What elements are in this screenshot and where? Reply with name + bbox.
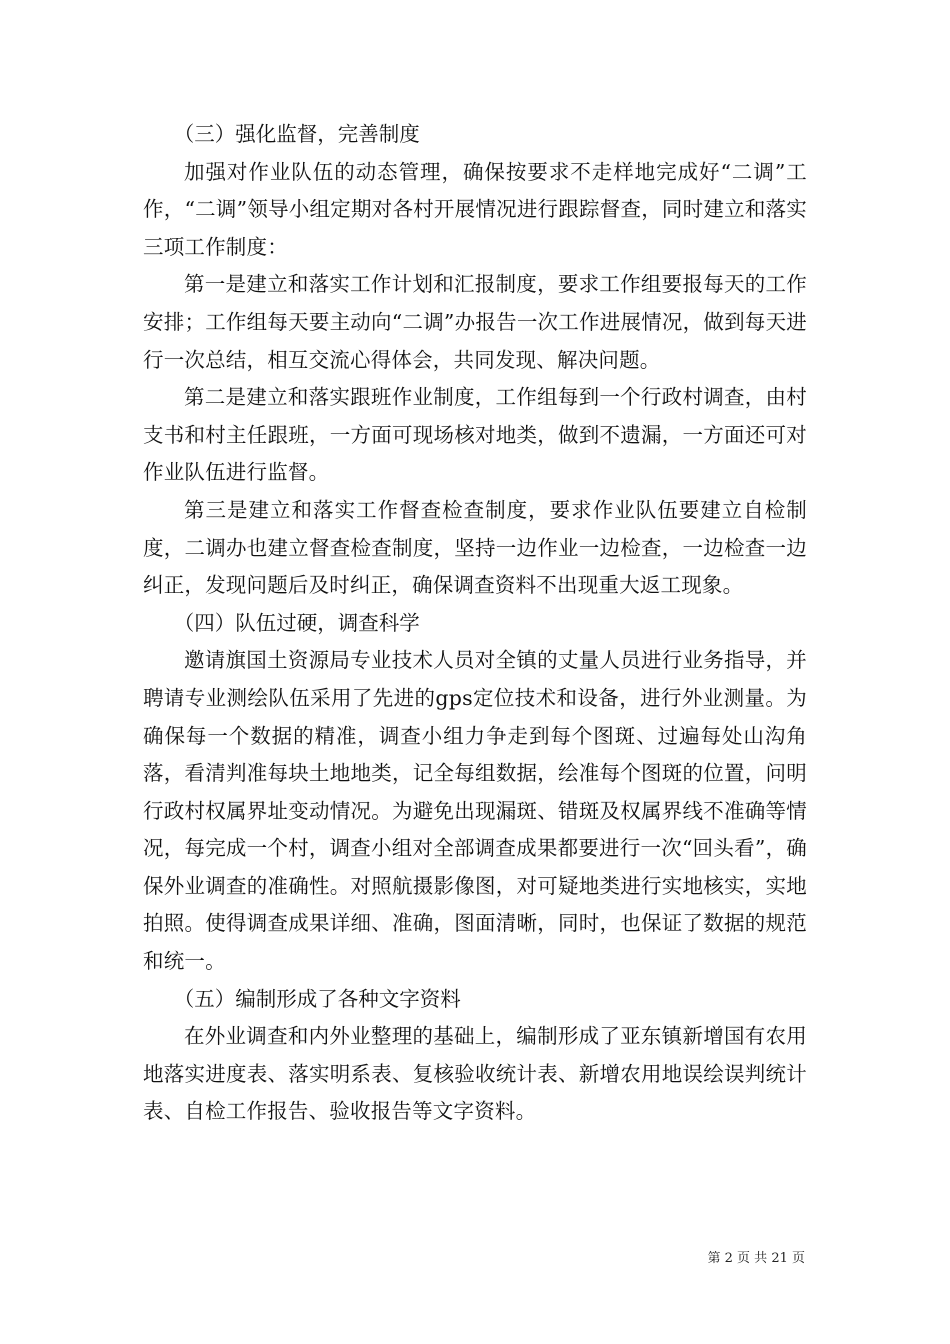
paragraph: 第一是建立和落实工作计划和汇报制度，要求工作组要报每天的工作安排；工作组每天要主动向“二调”办报告一次工作进展情况，做到每天进行一次总结，相互交流心得体会，共同发现、解决问题。: [143, 272, 807, 372]
paragraph: 第三是建立和落实工作督查检查制度，要求作业队伍要建立自检制度，二调办也建立督查检查制度，坚持一边作业一边检查，一边检查一边纠正，发现问题后及时纠正，确保调查资料不出现重大返工现象。: [143, 497, 807, 598]
section-heading-5: （五）编制形成了各种文字资料: [173, 986, 461, 1011]
document-body: [143, 116, 807, 1131]
section-heading-4: （四）队伍过硬，调查科学: [173, 610, 420, 635]
paragraph: 邀请旗国土资源局专业技术人员对全镇的丈量人员进行业务指导，并聘请专业测绘队伍采用了先进的gps定位技术和设备，进行外业测量。为确保每一个数据的精准，调查小组力争走到每个图斑、过遍每处山沟角落，看清判准每块土地地类，记全每组数据，绘准每个图斑的位置，问明行政村权属界址变动情况。为避免出现漏斑、错斑及权属界线不准确等情况，每完成一个村，调查小组对全部调查成果都要进行一次“回头看”，确保外业调查的准确性。对照航摄影像图，对可疑地类进行实地核实，实地拍照。使得调查成果详细、准确，图面清晰，同时，也保证了数据的规范和统一。: [143, 648, 807, 974]
page-number-footer: 第 2 页 共 21 页: [707, 1251, 805, 1266]
paragraph: 在外业调查和内外业整理的基础上，编制形成了亚东镇新增国有农用地落实进度表、落实明系表、复核验收统计表、新增农用地误绘误判统计表、自检工作报告、验收报告等文字资料。: [143, 1024, 807, 1124]
paragraph: 加强对作业队伍的动态管理，确保按要求不走样地完成好“二调”工作，“二调”领导小组定期对各村开展情况进行跟踪督查，同时建立和落实三项工作制度：: [143, 159, 807, 259]
paragraph: 第二是建立和落实跟班作业制度，工作组每到一个行政村调查，由村支书和村主任跟班，一方面可现场核对地类，做到不遗漏，一方面还可对作业队伍进行监督。: [143, 385, 807, 485]
section-heading-3: （三）强化监督，完善制度: [173, 122, 420, 146]
